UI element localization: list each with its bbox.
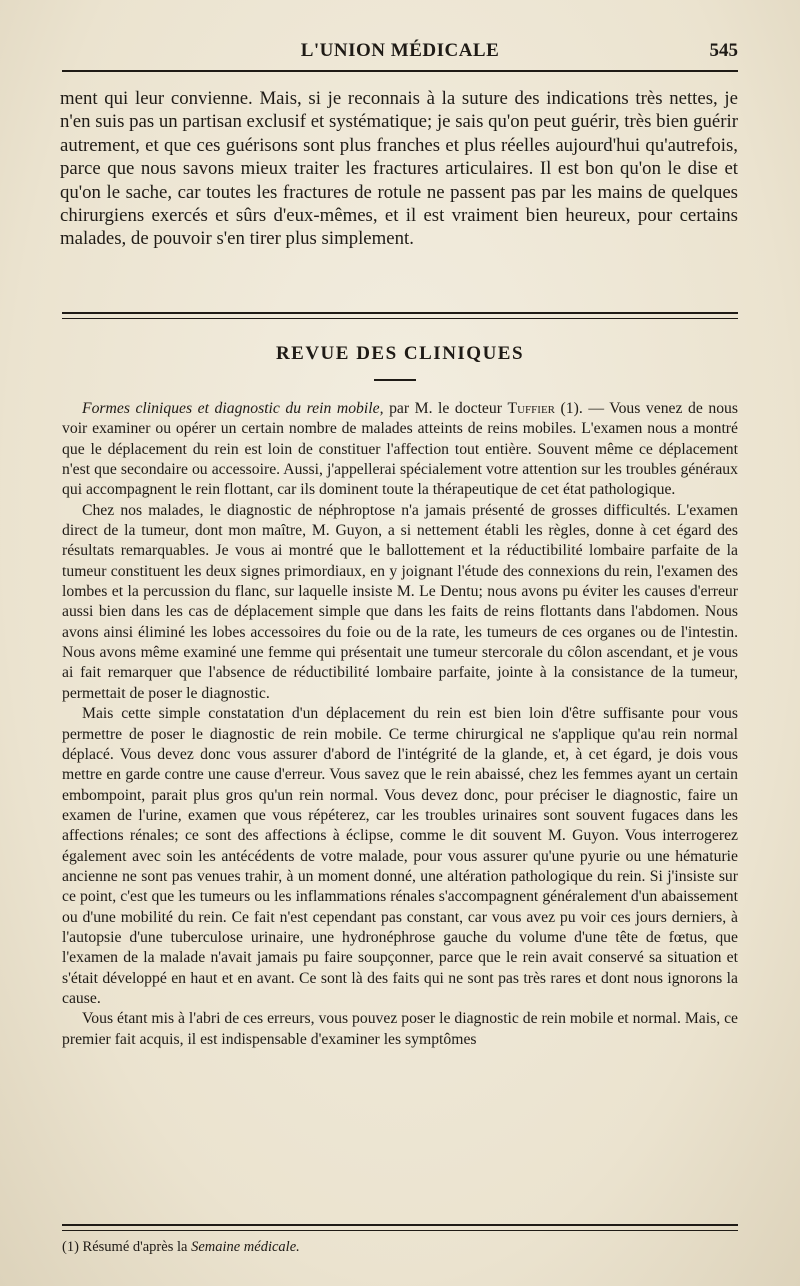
article-body: [62, 399, 738, 1050]
journal-title: L'UNION MÉDICALE: [300, 40, 500, 61]
section-title: REVUE DES CLINIQUES: [275, 343, 525, 364]
footnote-marker: (1): [62, 1239, 79, 1255]
article-title: Formes cliniques et diagnostic du rein mobile,: [82, 400, 384, 417]
footnote-divider-bottom: [62, 1230, 738, 1231]
section-divider-top: [62, 312, 738, 314]
running-header: [62, 40, 738, 68]
footnote-source: Semaine médicale.: [191, 1239, 300, 1255]
article-author: Tuffier: [507, 400, 555, 417]
footnote-divider-top: [62, 1224, 738, 1226]
article-byline: par M. le docteur: [389, 400, 502, 417]
footnote-text: Résumé d'après la: [82, 1239, 188, 1255]
continued-paragraph-text: ment qui leur convienne. Mais, si je reconnais à la suture des indications très nettes, je n'en suis pas un partisan exclusif et systématique; je sais qu'on peut guérir, très bien guérir autrement, et que ces guérisons sont plus franches et plus réelles aujourd'hui qu'autrefois, parce que nous savons mieux traiter les fractures articulaires. Il est bon qu'on le dise et qu'on le sache, car toutes les fractures de rotule ne passent pas par les mains de quelques chirurgiens exercés et sûrs d'eux-mêmes, et il est vraiment bien heureux, pour certains malades, de pouvoir s'en tirer plus simplement.: [60, 88, 738, 250]
section-divider-bottom: [62, 318, 738, 319]
footnote: [62, 1239, 738, 1256]
page-number: 545: [709, 40, 738, 61]
header-rule: [62, 70, 738, 72]
section-title-underline: [374, 379, 416, 381]
article-paragraph: Chez nos malades, le diagnostic de néphroptose n'a jamais présenté de grosses difficultés. L'examen direct de la tumeur, dont mon maître, M. Guyon, a si nettement établi les règles, donne à cet égard des résultats remarquables. Je vous ai montré que le ballottement et la réductibilité lombaire parfaite de la tumeur constituent les deux signes primordiaux, en y joignant l'étude des connexions du rein, l'examen des lombes et la percussion du flanc, sur laquelle insiste M. Le Dentu; nous avons pu éviter les causes d'erreur aussi bien dans les cas de déplacement simple que dans les faits de reins flottants dans l'abdomen. Nous avons ainsi éliminé les lobes accessoires du foie ou de la rate, les tumeurs de ces organes ou de l'intestin. Nous avons même examiné une femme qui présentait une tumeur stercorale du côlon ascendant, et je vous ai fait remarquer que l'absence de réductibilité lombaire parfaite, jointe à la consistance de la tumeur, permettait de poser le diagnostic.: [62, 501, 738, 702]
article-intro-paragraph: [62, 399, 738, 501]
article-paragraph: Vous étant mis à l'abri de ces erreurs, vous pouvez poser le diagnostic de rein mobile et normal. Mais, ce premier fait acquis, il est indispensable d'examiner les symptômes: [62, 1010, 738, 1048]
article-intro-text: — Vous venez de nous voir examiner ou opérer un certain nombre de malades atteints de reins mobiles. L'examen nous a montré que le déplacement du rein est loin de constituer l'affection tout entière. Souvent même ce déplacement n'est que secondaire ou accessoire. Aussi, j'appellerai spécialement votre attention sur les troubles généraux qui accompagnent le rein flottant, car ils dominent toute la thérapeutique de cet état pathologique.: [62, 400, 739, 499]
continued-paragraph: [60, 87, 738, 251]
article-paragraph: Mais cette simple constatation d'un déplacement du rein est bien loin d'être suffisante pour vous permettre de poser le diagnostic de rein mobile. Ce terme chirurgical ne s'applique qu'au rein normal déplacé. Vous devez donc vous assurer d'abord de l'intégrité de la glande, et, à cet égard, je dois vous mettre en garde contre une cause d'erreur. Vous savez que le rein abaissé, chez les femmes ayant un certain embompoint, parait plus gros qu'un rein normal. Vous devez donc, pour préciser le diagnostic, faire un examen de l'urine, examen que vous répéterez, car les troubles urinaires sont souvent fugaces dans les affections rénales; ce sont des affections à éclipse, comme le dit souvent M. Guyon. Vous interrogerez également avec soin les antécédents de votre malade, pour vous assurer qu'une pyurie ou une hématurie ancienne ne sont pas venues trahir, à un moment donné, une altération pathologique du rein. Si j'insiste sur ce point, c'est que les tumeurs ou les inflammations rénales s'accompagnent généralement d'un abaissement ou d'une mobilité du rein. Ce fait n'est cependant pas constant, car vous avez pu voir ces jours derniers, à l'autopsie d'une tuberculose urinaire, une hydronéphrose gauche du volume d'une tête de fœtus, que l'examen de la malade n'avait jamais pu faire soupçonner, parce que le rein avait conservé sa situation et s'était développé en haut et en avant. Ce sont là des faits qui ne sont pas très rares et dont nous ignorons la cause.: [62, 705, 738, 1007]
footnote-reference: (1).: [560, 400, 583, 417]
